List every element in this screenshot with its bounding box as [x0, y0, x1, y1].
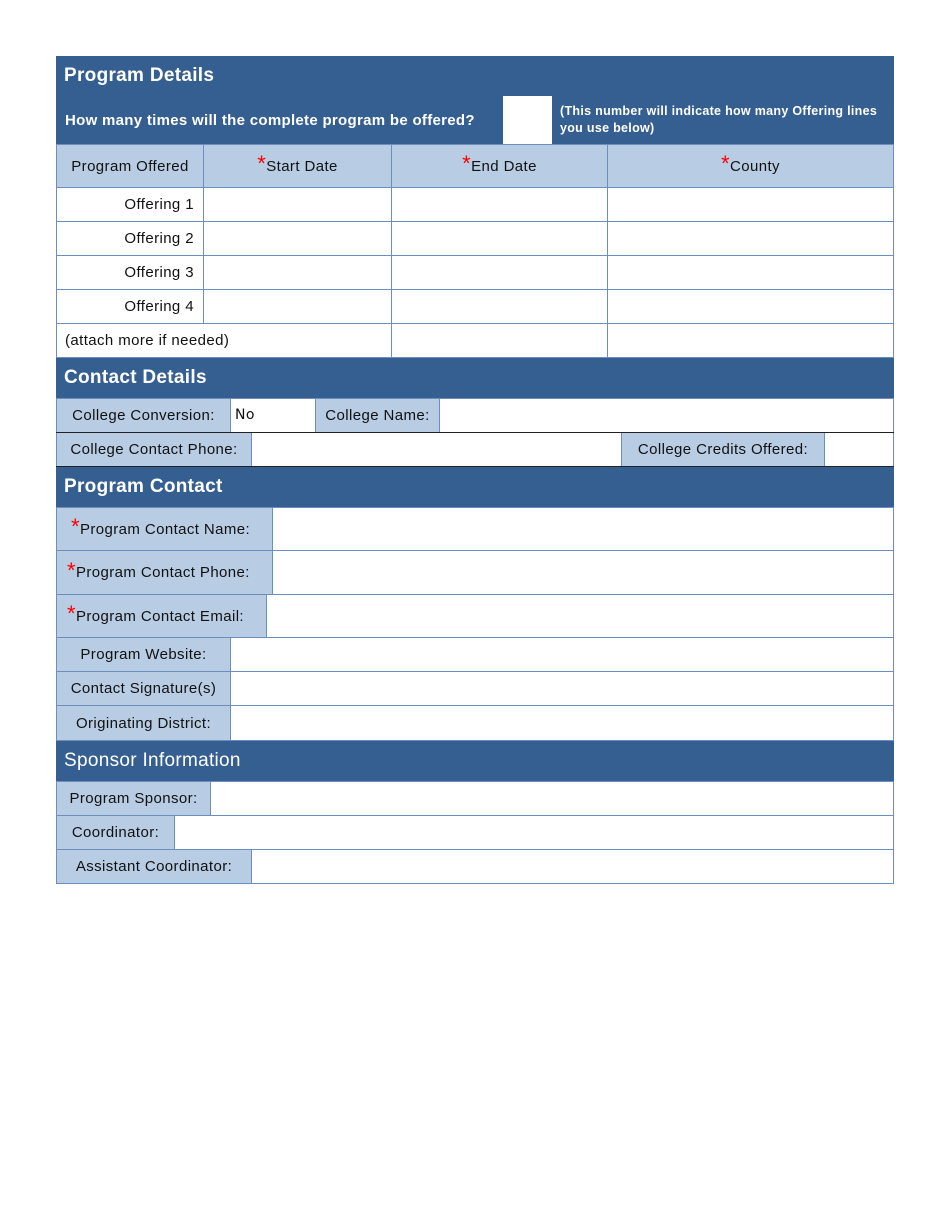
offer-count-question: How many times will the complete program be offered?: [65, 111, 475, 129]
offer-count-input[interactable]: [503, 96, 552, 144]
program-website-label: Program Website:: [56, 637, 231, 672]
program-sponsor-input[interactable]: [210, 781, 894, 816]
offering-1-start-input[interactable]: [203, 187, 392, 222]
col-program-offered: [56, 144, 204, 188]
col-start-date: [203, 144, 392, 188]
program-details-title: Program Details: [64, 65, 215, 86]
college-credits-label: College Credits Offered:: [621, 432, 825, 467]
col-end-date: [391, 144, 608, 188]
offering-3-county-input[interactable]: [607, 255, 894, 290]
program-sponsor-label: Program Sponsor:: [56, 781, 211, 816]
offering-1-label: Offering 1: [56, 187, 204, 222]
contact-name-label: [56, 507, 273, 551]
college-phone-label: College Contact Phone:: [56, 432, 252, 467]
offering-3-end-input[interactable]: [391, 255, 608, 290]
college-conversion-label: College Conversion:: [56, 398, 231, 433]
originating-district-input[interactable]: [230, 705, 894, 741]
offering-2-county-input[interactable]: [607, 221, 894, 256]
assistant-coordinator-label: Assistant Coordinator:: [56, 849, 252, 884]
contact-phone-label: [56, 550, 273, 595]
offering-4-county-input[interactable]: [607, 289, 894, 324]
college-name-input[interactable]: [439, 398, 894, 433]
required-asterisk: *: [721, 151, 731, 176]
program-details-header: [56, 56, 894, 96]
sponsor-title: Sponsor Information: [64, 750, 241, 771]
col-start-date-label: Start Date: [266, 157, 338, 175]
college-phone-input[interactable]: [251, 432, 622, 467]
program-website-input[interactable]: [230, 637, 894, 672]
required-asterisk: *: [67, 601, 76, 626]
contact-email-label: [56, 594, 267, 638]
offering-4-start-input[interactable]: [203, 289, 392, 324]
sponsor-header: [56, 741, 894, 781]
contact-name-label-text: Program Contact Name:: [79, 520, 251, 538]
required-asterisk: *: [462, 151, 472, 176]
contact-email-input[interactable]: [266, 594, 894, 638]
college-conversion-select[interactable]: No: [230, 398, 316, 433]
attach-more-note: (attach more if needed): [56, 323, 392, 358]
required-asterisk: *: [71, 514, 80, 539]
originating-district-label: Originating District:: [56, 705, 231, 741]
offering-4-label: Offering 4: [56, 289, 204, 324]
contact-email-label-text: Program Contact Email:: [75, 607, 244, 625]
divider: [56, 432, 894, 433]
contact-name-input[interactable]: [272, 507, 894, 551]
offering-2-end-input[interactable]: [391, 221, 608, 256]
contact-details-title: Contact Details: [64, 367, 207, 388]
program-contact-title: Program Contact: [64, 476, 223, 497]
college-credits-input[interactable]: [824, 432, 894, 467]
program-contact-header: [56, 467, 894, 507]
contact-signature-label: Contact Signature(s): [56, 671, 231, 706]
contact-details-header: [56, 358, 894, 398]
offering-3-start-input[interactable]: [203, 255, 392, 290]
offering-4-end-input[interactable]: [391, 289, 608, 324]
offer-count-note: (This number will indicate how many Offering lines you use below): [560, 104, 878, 135]
col-program-offered-label: Program Offered: [71, 157, 189, 175]
offering-2-start-input[interactable]: [203, 221, 392, 256]
offering-2-label: Offering 2: [56, 221, 204, 256]
coordinator-label: Coordinator:: [56, 815, 175, 850]
contact-phone-label-text: Program Contact Phone:: [75, 564, 250, 581]
offering-3-label: Offering 3: [56, 255, 204, 290]
attach-row-end-input[interactable]: [391, 323, 608, 358]
required-asterisk: *: [67, 557, 76, 583]
contact-phone-input[interactable]: [272, 550, 894, 595]
coordinator-input[interactable]: [174, 815, 894, 850]
offering-1-county-input[interactable]: [607, 187, 894, 222]
col-county: [607, 144, 894, 188]
college-name-label: College Name:: [315, 398, 440, 433]
attach-row-county-input[interactable]: [607, 323, 894, 358]
col-county-label: County: [730, 157, 780, 175]
assistant-coordinator-input[interactable]: [251, 849, 894, 884]
contact-signature-input[interactable]: [230, 671, 894, 706]
col-end-date-label: End Date: [471, 157, 537, 175]
offering-1-end-input[interactable]: [391, 187, 608, 222]
required-asterisk: *: [257, 151, 267, 176]
